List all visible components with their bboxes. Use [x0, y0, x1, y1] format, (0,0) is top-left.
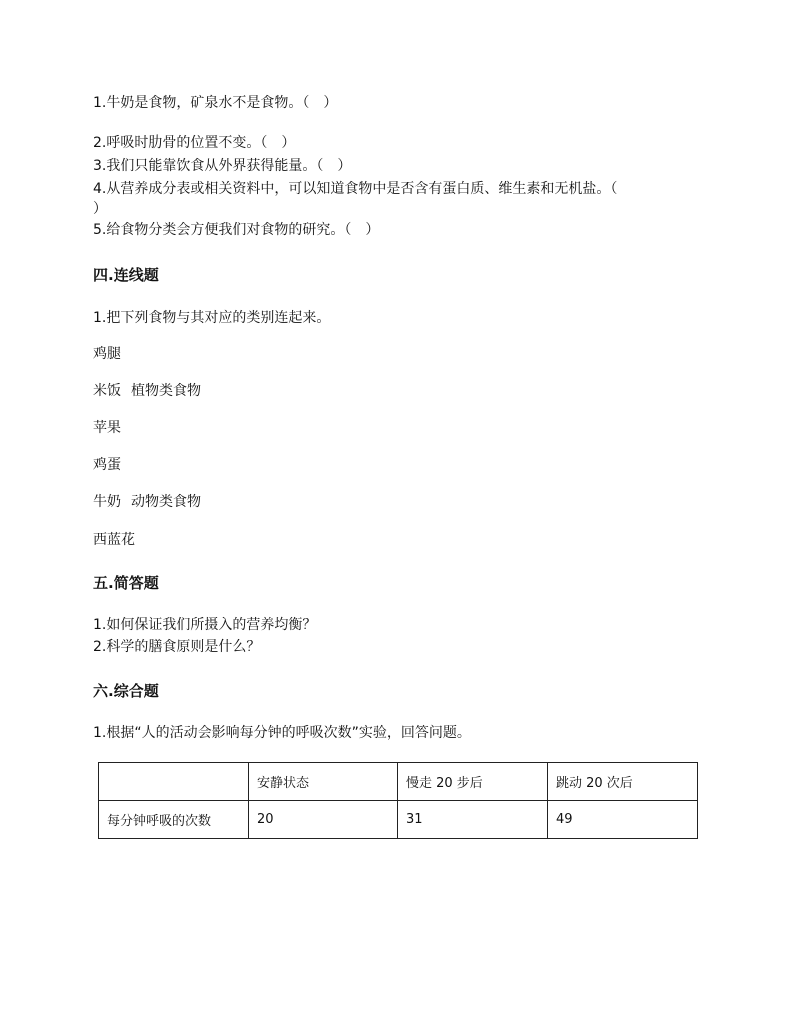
table-header-cell: 慢走 20 步后	[398, 763, 548, 801]
food-item	[93, 382, 201, 400]
table-row-label: 每分钟呼吸的次数	[99, 801, 249, 839]
food-item	[93, 493, 201, 511]
table-header-cell: 跳动 20 次后	[548, 763, 698, 801]
table-header-cell: 安静状态	[249, 763, 398, 801]
section4-question: 1.把下列食物与其对应的类别连起来。	[93, 310, 331, 326]
food-item	[93, 419, 121, 437]
judge-item-2: 2.呼吸时肋骨的位置不变。（ ）	[93, 135, 296, 151]
judge-item-4: 4.从营养成分表或相关资料中，可以知道食物中是否含有蛋白质、维生素和无机盐。（	[93, 181, 618, 197]
section6-title: 六.综合题	[93, 682, 159, 700]
section4-title: 四.连线题	[93, 266, 159, 284]
category-label-plant: 植物类食物	[131, 383, 201, 399]
table-row	[99, 801, 698, 839]
section5-question-2: 2.科学的膳食原则是什么？	[93, 639, 261, 655]
food-label: 牛奶	[93, 494, 121, 510]
food-label: 鸡蛋	[93, 457, 121, 473]
table-header-row	[99, 763, 698, 801]
food-item	[93, 345, 121, 363]
food-label: 西蓝花	[93, 532, 135, 548]
table-header-cell	[99, 763, 249, 801]
section5-title: 五.简答题	[93, 574, 159, 592]
food-item	[93, 456, 121, 474]
table-cell: 20	[249, 801, 398, 839]
section6-question: 1.根据“人的活动会影响每分钟的呼吸次数”实验，回答问题。	[93, 725, 471, 741]
judge-item-4-continued: ）	[93, 201, 107, 217]
judge-item-1: 1.牛奶是食物，矿泉水不是食物。（ ）	[93, 95, 338, 111]
food-item	[93, 531, 135, 549]
table-cell: 31	[398, 801, 548, 839]
food-label: 鸡腿	[93, 346, 121, 362]
judge-item-3: 3.我们只能靠饮食从外界获得能量。（ ）	[93, 158, 352, 174]
breathing-table	[98, 762, 698, 839]
food-label: 苹果	[93, 420, 121, 436]
category-label-animal: 动物类食物	[131, 494, 201, 510]
food-label: 米饭	[93, 383, 121, 399]
table-cell: 49	[548, 801, 698, 839]
section5-question-1: 1.如何保证我们所摄入的营养均衡？	[93, 617, 317, 633]
judge-item-5: 5.给食物分类会方便我们对食物的研究。（ ）	[93, 222, 380, 238]
